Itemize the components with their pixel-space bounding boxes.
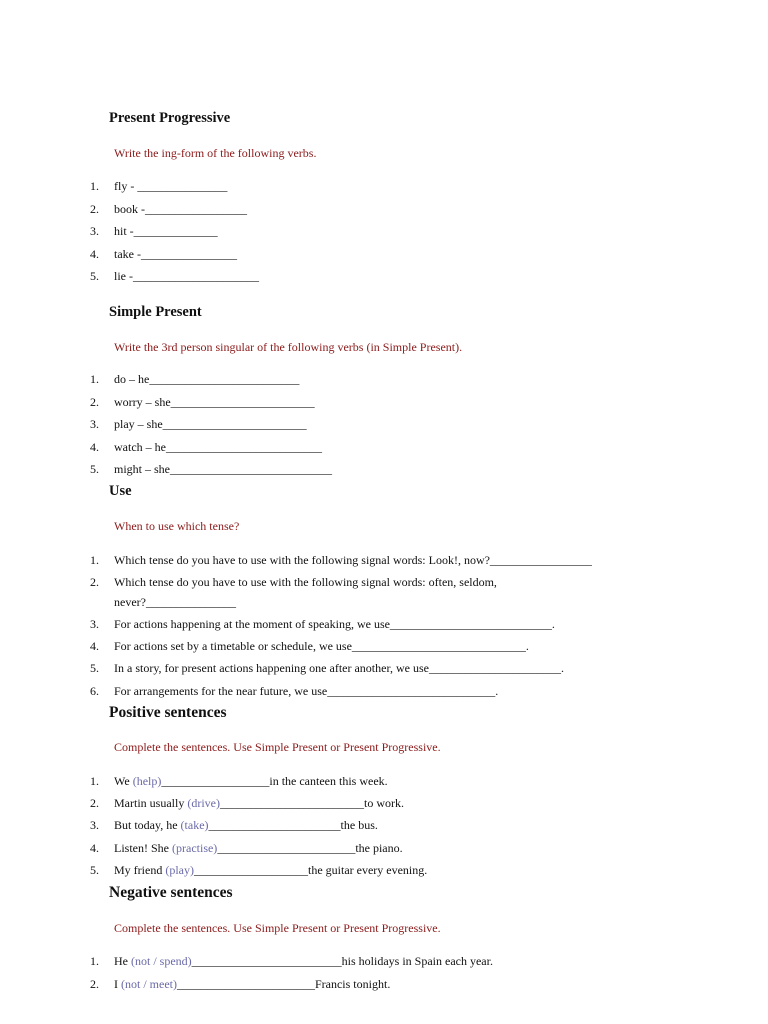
section-heading: Simple Present	[109, 304, 202, 320]
sentence-end: _______________________the piano.	[217, 841, 403, 855]
sentence-end: _______________________Francis tonight.	[176, 977, 391, 991]
item-text: take -________________	[114, 247, 237, 261]
item-text: book -_________________	[114, 202, 247, 216]
section-heading: Present Progressive	[109, 110, 231, 126]
item-text	[114, 815, 378, 835]
item-number: 6.	[90, 684, 99, 698]
item-number: 1.	[90, 372, 99, 386]
item-number: 4.	[90, 247, 99, 261]
item-number: 4.	[90, 639, 99, 653]
item-number: 3.	[90, 818, 99, 832]
item-number: 1.	[90, 954, 99, 968]
item-text: hit -______________	[114, 224, 218, 238]
verb-hint: (practise)	[172, 841, 218, 855]
item-number: 4.	[90, 440, 99, 454]
item-number: 1.	[90, 553, 99, 567]
sentence-start: We	[114, 774, 133, 788]
sentence-end: __________________in the canteen this week.	[161, 774, 388, 788]
item-text	[114, 951, 493, 971]
item-number: 2.	[90, 796, 99, 810]
item-text: might – she___________________________	[114, 462, 332, 476]
item-text	[114, 860, 427, 880]
section-instruction: Write the ing-form of the following verbs.	[114, 146, 317, 160]
item-text-continuation: never?_______________	[114, 595, 236, 609]
verb-hint: (take)	[180, 818, 209, 832]
item-text	[114, 974, 390, 994]
verb-hint: (play)	[165, 863, 194, 877]
item-text: For actions set by a timetable or schedule, we use_____________________________.	[114, 639, 529, 653]
item-text: In a story, for present actions happening one after another, we use______________________.	[114, 661, 564, 675]
item-text: watch – he__________________________	[114, 440, 322, 454]
sentence-end: ___________________the guitar every evening.	[193, 863, 428, 877]
item-number: 2.	[90, 202, 99, 216]
sentence-end: _________________________his holidays in Spain each year.	[191, 954, 493, 968]
sentence-start: My friend	[114, 863, 166, 877]
verb-hint: (not / meet)	[121, 977, 177, 991]
verb-hint: (help)	[132, 774, 162, 788]
item-text-line: Which tense do you have to use with the following signal words: often, seldom,	[114, 575, 497, 589]
item-number: 4.	[90, 841, 99, 855]
sentence-end: ______________________the bus.	[208, 818, 378, 832]
section-instruction: Complete the sentences. Use Simple Present or Present Progressive.	[114, 740, 441, 754]
item-text: play – she________________________	[114, 417, 307, 431]
item-number: 5.	[90, 269, 99, 283]
item-text: For actions happening at the moment of speaking, we use___________________________.	[114, 617, 555, 631]
item-text: For arrangements for the near future, we use____________________________.	[114, 684, 499, 698]
sentence-start: Martin usually	[114, 796, 188, 810]
item-text	[114, 793, 404, 813]
item-number: 2.	[90, 977, 99, 991]
section-instruction: Complete the sentences. Use Simple Present or Present Progressive.	[114, 921, 441, 935]
item-number: 3.	[90, 224, 99, 238]
item-number: 1.	[90, 774, 99, 788]
item-text	[114, 838, 403, 858]
sentence-start: I	[114, 977, 121, 991]
verb-hint: (drive)	[187, 796, 220, 810]
item-text: do – he_________________________	[114, 372, 300, 386]
item-text: worry – she________________________	[114, 395, 315, 409]
sentence-start: But today, he	[114, 818, 181, 832]
verb-hint: (not / spend)	[131, 954, 192, 968]
item-text: lie -_____________________	[114, 269, 259, 283]
item-text: fly - _______________	[114, 179, 228, 193]
section-heading: Negative sentences	[109, 884, 233, 901]
sentence-end: ________________________to work.	[219, 796, 404, 810]
item-number: 3.	[90, 417, 99, 431]
item-text	[114, 572, 497, 612]
item-text: Which tense do you have to use with the following signal words: Look!, now?_________________	[114, 553, 592, 567]
item-number: 2.	[90, 395, 99, 409]
item-number: 5.	[90, 462, 99, 476]
section-heading: Positive sentences	[109, 704, 227, 721]
section-instruction: Write the 3rd person singular of the following verbs (in Simple Present).	[114, 340, 463, 354]
item-number: 3.	[90, 617, 99, 631]
item-number: 1.	[90, 179, 99, 193]
item-number: 5.	[90, 661, 99, 675]
section-instruction: When to use which tense?	[114, 519, 240, 533]
item-number: 2.	[90, 575, 99, 589]
item-text	[114, 771, 388, 791]
section-heading: Use	[109, 483, 132, 499]
item-number: 5.	[90, 863, 99, 877]
sentence-start: Listen! She	[114, 841, 172, 855]
sentence-start: He	[114, 954, 131, 968]
